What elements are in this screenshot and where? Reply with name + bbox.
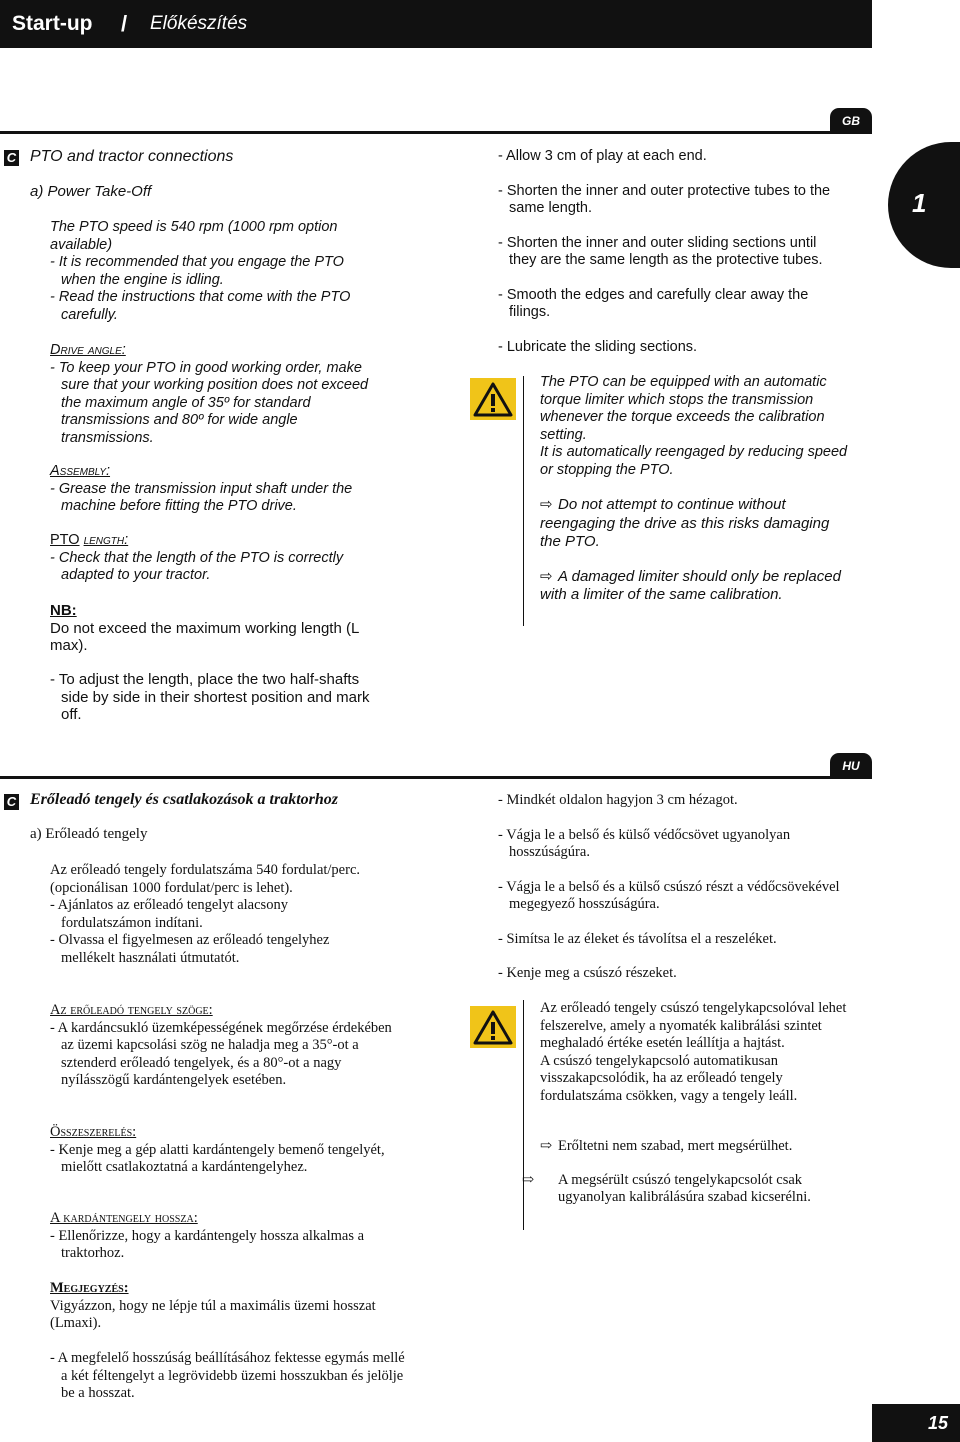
subsection-hu: a) Erőleadó tengely — [30, 826, 148, 842]
step-item: - Allow 3 cm of play at each end. — [498, 148, 707, 164]
nb-text: Do not exceed the maximum working length (L max). — [50, 619, 359, 654]
adjust-hu — [50, 1350, 405, 1403]
lang-badge-gb: GB — [830, 108, 872, 132]
note-block-hu — [50, 1280, 385, 1333]
drive-angle-block — [50, 342, 385, 447]
drive-angle-text: - To keep your PTO in good working order, make sure that your working position does not exceed the maximum angle of 35º for standard transmissions and 80º for wide angle transmissions. — [50, 359, 369, 446]
intro-gb — [50, 219, 380, 324]
assembly-block-hu — [50, 1124, 385, 1177]
adjust-text-gb: - To adjust the length, place the two half-shafts side by side in their shortest position and mark off. — [50, 671, 370, 723]
intro-line: - Read the instructions that come with the PTO carefully. — [50, 289, 351, 323]
step-item: - Kenje meg a csúszó részeket. — [498, 965, 677, 981]
warning-bullets-gb — [540, 496, 850, 605]
lang-badge-hu: HU — [830, 753, 872, 777]
assembly-text-gb: - Grease the transmission input shaft under the machine before fitting the PTO drive. — [50, 480, 353, 514]
drive-angle-heading: Drive angle: — [50, 342, 126, 358]
header-title-hu: Előkészítés — [150, 13, 248, 34]
page-number: 15 — [872, 1404, 960, 1442]
intro-line: (opcionálisan 1000 fordulat/perc is lehet). — [50, 879, 293, 896]
section-rule-hu — [0, 776, 872, 779]
intro-line: Az erőleadó tengely fordulatszáma 540 fordulat/perc. — [50, 862, 361, 878]
step-item: - Shorten the inner and outer sliding sections until they are the same length as the protective tubes. — [498, 234, 823, 268]
warning-rule-gb — [523, 376, 524, 626]
right-steps-gb — [498, 148, 843, 356]
assembly-heading-gb: Assembly: — [50, 463, 111, 479]
pto-length-text: - Check that the length of the PTO is correctly adapted to your tractor. — [50, 549, 344, 583]
arrow-right-icon: ⇨ — [522, 1171, 535, 1188]
header-bar — [0, 0, 872, 48]
step-item: - Vágja le a belső és külső védőcsövet ugyanolyan hosszúságúra. — [498, 826, 791, 860]
arrow-right-icon: ⇨ — [540, 496, 553, 513]
header-separator: / — [121, 11, 128, 36]
warning-text2-gb: It is automatically reengaged by reducing speed or stopping the PTO. — [540, 444, 848, 478]
note-heading-hu: Megjegyzés: — [50, 1280, 129, 1296]
angle-text-hu: - A kardáncsukló üzemképességének megőrzése érdekében az üzemi kapcsolási szög ne haladja meg a 35°-ot a sztenderd erőleadó tengelyek, és a 80°-ot a nagy nyílásszögű kardántengelyek esetében. — [50, 1019, 392, 1088]
adjust-gb — [50, 671, 390, 724]
nb-block — [50, 602, 385, 655]
warning-icon — [470, 378, 516, 420]
section-title-hu: Erőleadó tengely és csatlakozások a traktorhoz — [30, 791, 339, 808]
pto-length-heading: length: — [83, 532, 129, 548]
step-item: - Lubricate the sliding sections. — [498, 338, 698, 355]
length-block-hu — [50, 1210, 405, 1263]
section-letter-gb: C — [4, 150, 19, 166]
pto-length-prefix: PTO — [50, 532, 80, 548]
section-rule-gb — [0, 131, 872, 134]
warning-bullet1-hu: Erőltetni nem szabad, mert megsérülhet. — [558, 1138, 793, 1154]
assembly-text-hu: - Kenje meg a gép alatti kardántengely bemenő tengelyét, mielőtt csatlakoztatná a kardántengelyhez. — [50, 1141, 385, 1175]
intro-line: The PTO speed is 540 rpm (1000 rpm option available) — [50, 219, 338, 253]
step-item: - Shorten the inner and outer protective tubes to the same length. — [498, 182, 831, 216]
chapter-tab — [888, 142, 960, 268]
intro-line: - Ajánlatos az erőleadó tengelyt alacsony fordulatszámon indítani. — [50, 897, 288, 931]
note-text-hu: Vigyázzon, hogy ne lépje túl a maximális üzemi hosszat (Lmaxi). — [50, 1297, 376, 1331]
step-item: - Simítsa le az éleket és távolítsa el a reszeléket. — [498, 930, 777, 947]
step-item: - Mindkét oldalon hagyjon 3 cm hézagot. — [498, 792, 738, 808]
warning-bullets-hu — [522, 1138, 850, 1207]
step-item: - Smooth the edges and carefully clear away the filings. — [498, 286, 809, 320]
adjust-text-hu: - A megfelelő hosszúság beállításához fektesse egymás mellé a két féltengelyt a legrövidebb üzemi hosszukban és jelölje be a hosszat. — [50, 1350, 405, 1401]
pto-length-block — [50, 532, 385, 585]
warning-block-gb — [540, 374, 855, 479]
assembly-heading-hu: Összeszerelés: — [50, 1124, 137, 1140]
section-title-gb: PTO and tractor connections — [30, 148, 234, 165]
warning-bullet2-gb: A damaged limiter should only be replaced with a limiter of the same calibration. — [540, 567, 841, 603]
angle-heading-hu: Az erőleadó tengely szöge: — [50, 1002, 213, 1018]
header-title-en: Start-up — [12, 12, 93, 35]
assembly-block-gb — [50, 463, 385, 516]
angle-block-hu — [50, 1002, 395, 1090]
intro-line: - Olvassa el figyelmesen az erőleadó tengelyhez mellékelt használati útmutatót. — [50, 932, 330, 966]
warning-text2-hu: A csúszó tengelykapcsoló automatikusan visszakapcsolódik, ha az erőleadó tengely fordulatszáma csökken, vagy a tengely leáll. — [540, 1052, 798, 1104]
intro-line: - It is recommended that you engage the PTO when the engine is idling. — [50, 254, 344, 288]
warning-icon — [470, 1006, 516, 1048]
arrow-right-icon: ⇨ — [540, 567, 553, 585]
intro-hu — [50, 862, 380, 967]
length-heading-hu: A kardántengely hossza: — [50, 1210, 198, 1226]
warning-text1-hu: Az erőleadó tengely csúszó tengelykapcsolóval lehet felszerelve, amely a nyomaték kalibrálási szintet meghaladó értéke esetén leállítja a hajtást. — [540, 1000, 847, 1051]
warning-bullet2-hu: A megsérült csúszó tengelykapcsolót csak ugyanolyan kalibrálásúra szabad kicserélni. — [558, 1171, 811, 1205]
warning-text1-gb: The PTO can be equipped with an automatic torque limiter which stops the transmission whenever the torque exceeds the calibration setting. — [540, 374, 827, 443]
step-item: - Vágja le a belső és a külső csúszó részt a védőcsövekével megegyező hosszúságúra. — [498, 878, 840, 912]
length-text-hu: - Ellenőrizze, hogy a kardántengely hossza alkalmas a traktorhoz. — [50, 1227, 365, 1261]
arrow-right-icon: ⇨ — [540, 1138, 553, 1154]
warning-bullet1-gb: Do not attempt to continue without reengaging the drive as this risks damaging the PTO. — [540, 496, 830, 550]
warning-block-hu — [540, 1000, 855, 1105]
warning-rule-hu — [523, 1000, 524, 1230]
section-letter-hu: C — [4, 794, 19, 810]
subsection-gb: a) Power Take-Off — [30, 183, 152, 200]
right-steps-hu — [498, 792, 843, 983]
nb-heading: NB: — [50, 602, 77, 619]
chapter-number: 1 — [912, 188, 927, 218]
